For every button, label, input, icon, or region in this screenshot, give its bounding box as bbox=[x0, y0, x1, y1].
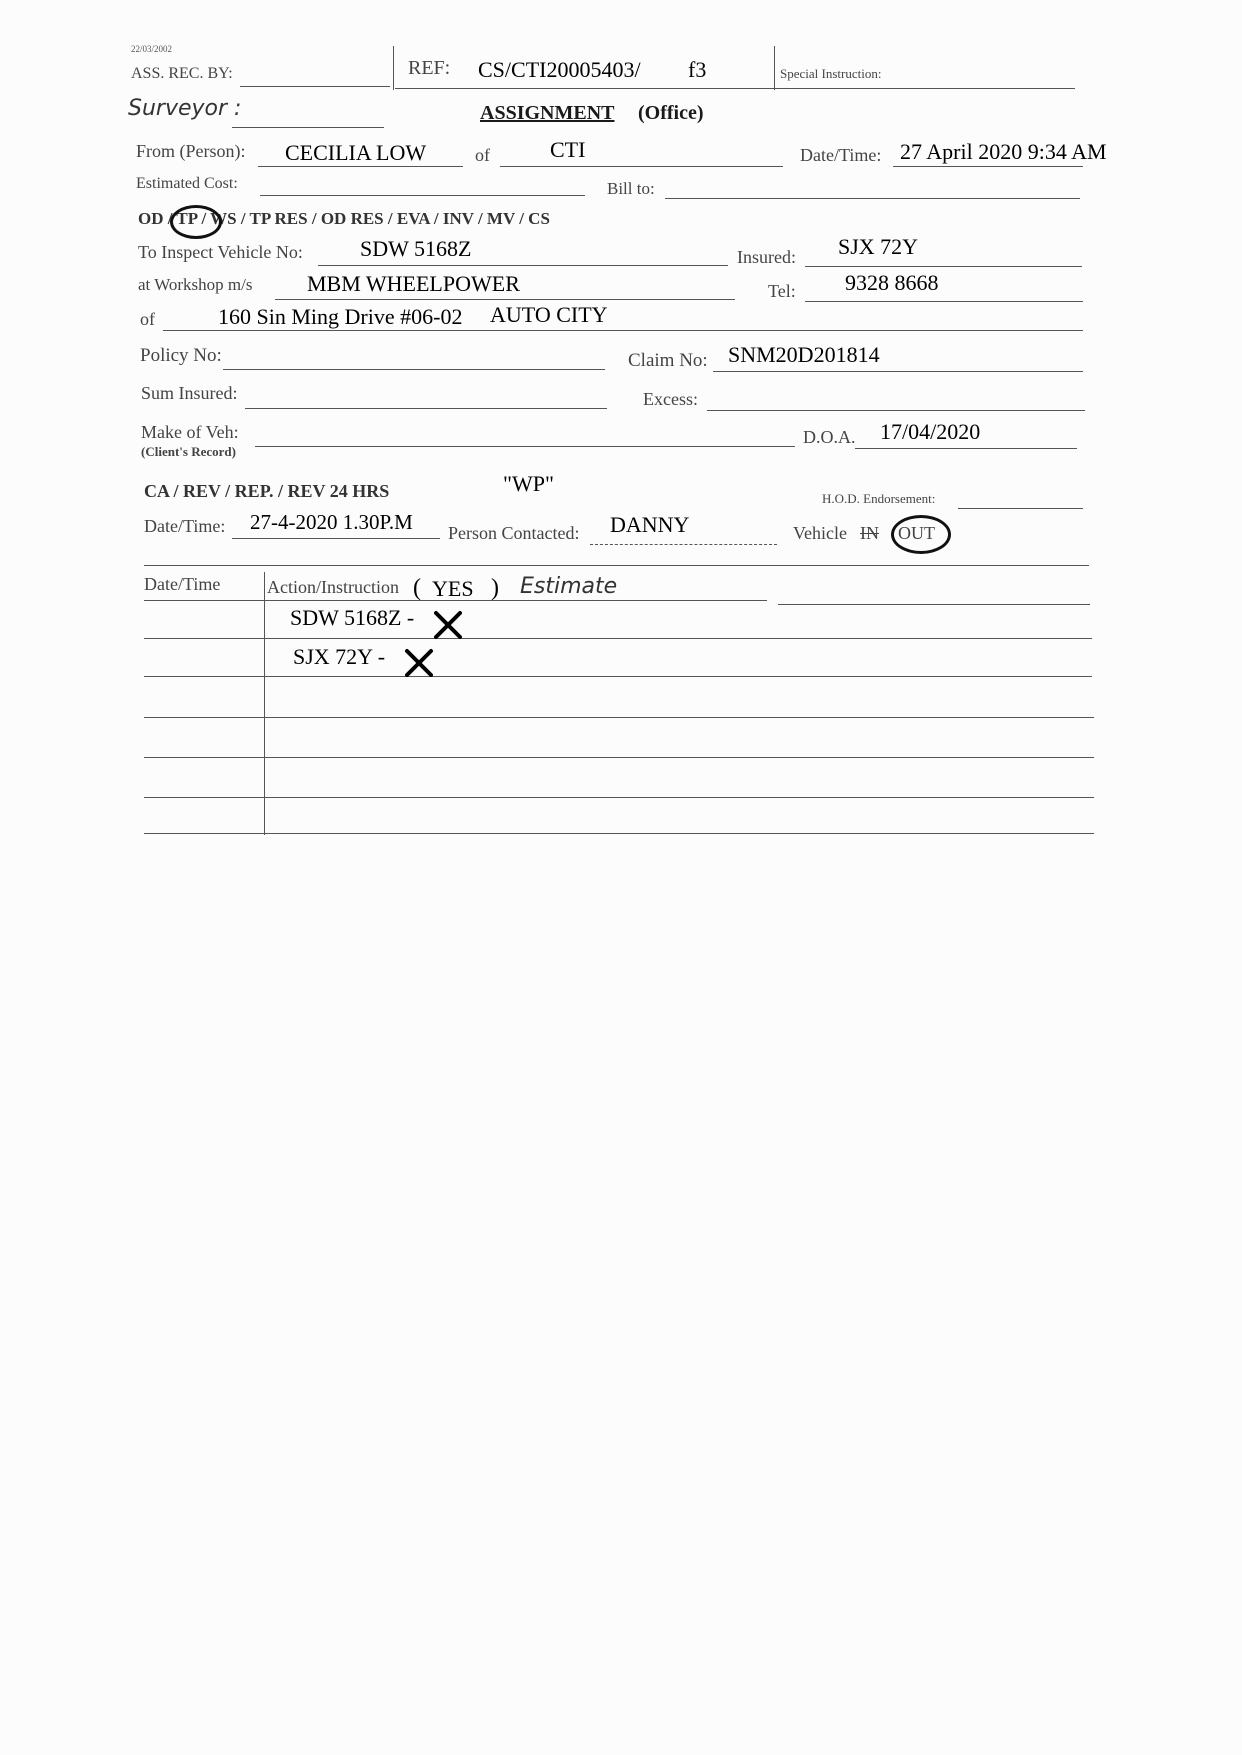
field-line bbox=[163, 330, 1083, 331]
doa-value: 17/04/2020 bbox=[880, 419, 981, 444]
field-line bbox=[258, 166, 463, 167]
table-row-line bbox=[144, 600, 767, 601]
category-options: OD / TP / WS / TP RES / OD RES / EVA / INV / MV / CS bbox=[138, 209, 550, 228]
page-title: ASSIGNMENT bbox=[480, 102, 615, 124]
page-subtitle: (Office) bbox=[638, 102, 704, 124]
field-line bbox=[855, 448, 1077, 449]
from-person-value: CECILIA LOW bbox=[285, 140, 427, 165]
table-row-line bbox=[144, 797, 1094, 798]
workshop-label: at Workshop m/s bbox=[138, 275, 253, 294]
surveyor-note: Surveyor : bbox=[128, 96, 242, 121]
table-row-2-text: SJX 72Y - bbox=[293, 644, 386, 669]
field-line bbox=[232, 538, 440, 539]
excess-label: Excess: bbox=[643, 389, 698, 409]
datetime-value: 27 April 2020 9:34 AM bbox=[900, 139, 1107, 164]
ref-value: CS/CTI20005403/ bbox=[478, 57, 641, 82]
vehicle-in-option: IN bbox=[860, 523, 879, 543]
datetime-label: Date/Time: bbox=[800, 145, 882, 165]
person-contacted-value: DANNY bbox=[610, 512, 690, 537]
divider bbox=[393, 46, 394, 90]
field-line bbox=[275, 299, 735, 300]
sum-insured-label: Sum Insured: bbox=[141, 383, 238, 403]
header-line bbox=[395, 88, 1075, 89]
hod-endorsement-label: H.O.D. Endorsement: bbox=[822, 491, 936, 506]
field-line bbox=[805, 301, 1083, 302]
wp-note: "WP" bbox=[503, 471, 554, 496]
field-line bbox=[500, 166, 783, 167]
field-line bbox=[590, 544, 777, 545]
col-action-header: Action/Instruction bbox=[267, 577, 399, 597]
field-line bbox=[223, 369, 605, 370]
of-label: of bbox=[475, 145, 490, 165]
table-row-line bbox=[144, 638, 1092, 639]
estimate-yes: YES bbox=[432, 576, 474, 601]
field-line bbox=[958, 508, 1083, 509]
table-row-line bbox=[144, 757, 1094, 758]
claim-value: SNM20D201814 bbox=[728, 342, 880, 367]
field-line bbox=[893, 166, 1083, 167]
field-line bbox=[665, 198, 1080, 199]
client-record-label: (Client's Record) bbox=[141, 444, 236, 459]
selection-circle-icon bbox=[891, 515, 951, 554]
inspect-vehicle-value: SDW 5168Z bbox=[360, 236, 472, 261]
workshop-value: MBM WHEELPOWER bbox=[307, 271, 520, 296]
table-column-divider bbox=[264, 572, 265, 835]
from-person-label: From (Person): bbox=[136, 141, 246, 161]
surveyor-line bbox=[232, 127, 384, 128]
selection-circle-icon bbox=[170, 205, 222, 239]
x-mark-icon bbox=[432, 609, 464, 641]
address-value: 160 Sin Ming Drive #06-02 bbox=[218, 304, 463, 329]
make-of-vehicle-label: Make of Veh: bbox=[141, 422, 239, 442]
field-line bbox=[713, 371, 1083, 372]
estimate-paren-open: ( bbox=[413, 575, 421, 601]
tel-value: 9328 8668 bbox=[845, 270, 939, 295]
vehicle-out-option: OUT bbox=[898, 523, 935, 543]
ref-label: REF: bbox=[408, 57, 451, 79]
insured-value: SJX 72Y bbox=[838, 234, 919, 259]
estimate-note: Estimate bbox=[520, 574, 618, 599]
field-line bbox=[805, 266, 1082, 267]
stamp-date: 22/03/2002 bbox=[131, 44, 173, 54]
review-options: CA / REV / REP. / REV 24 HRS bbox=[144, 481, 390, 501]
field-line bbox=[245, 408, 607, 409]
field-line bbox=[707, 410, 1085, 411]
table-row-line bbox=[144, 833, 1094, 834]
table-row-line bbox=[144, 717, 1094, 718]
contact-datetime-value: 27-4-2020 1.30P.M bbox=[250, 510, 413, 534]
divider bbox=[774, 46, 775, 90]
field-line bbox=[260, 195, 585, 196]
table-row-1-text: SDW 5168Z - bbox=[290, 605, 415, 630]
x-mark-icon bbox=[403, 647, 435, 679]
estimated-cost-label: Estimated Cost: bbox=[136, 175, 238, 192]
vehicle-label: Vehicle bbox=[793, 523, 847, 543]
ref-suffix: f3 bbox=[688, 57, 707, 82]
field-line bbox=[318, 265, 728, 266]
special-instruction-label: Special Instruction: bbox=[780, 66, 882, 81]
inspect-vehicle-label: To Inspect Vehicle No: bbox=[138, 242, 303, 262]
doa-label: D.O.A. bbox=[803, 427, 856, 447]
address-label: of bbox=[140, 309, 155, 329]
claim-label: Claim No: bbox=[628, 350, 708, 371]
col-datetime-header: Date/Time bbox=[144, 574, 221, 594]
policy-label: Policy No: bbox=[140, 345, 222, 366]
of-value: CTI bbox=[550, 137, 586, 162]
table-row-line bbox=[144, 676, 1092, 677]
bill-to-label: Bill to: bbox=[607, 179, 655, 198]
tel-label: Tel: bbox=[768, 281, 796, 301]
ass-rec-by-label: ASS. REC. BY: bbox=[131, 65, 233, 82]
table-row-line bbox=[778, 604, 1090, 605]
estimate-paren-close: ) bbox=[491, 575, 499, 601]
contact-datetime-label: Date/Time: bbox=[144, 516, 226, 536]
section-divider bbox=[144, 565, 1089, 566]
ass-rec-by-line bbox=[240, 86, 390, 87]
field-line bbox=[255, 446, 795, 447]
address-extra: AUTO CITY bbox=[490, 302, 608, 327]
insured-label: Insured: bbox=[737, 247, 796, 267]
person-contacted-label: Person Contacted: bbox=[448, 523, 580, 543]
